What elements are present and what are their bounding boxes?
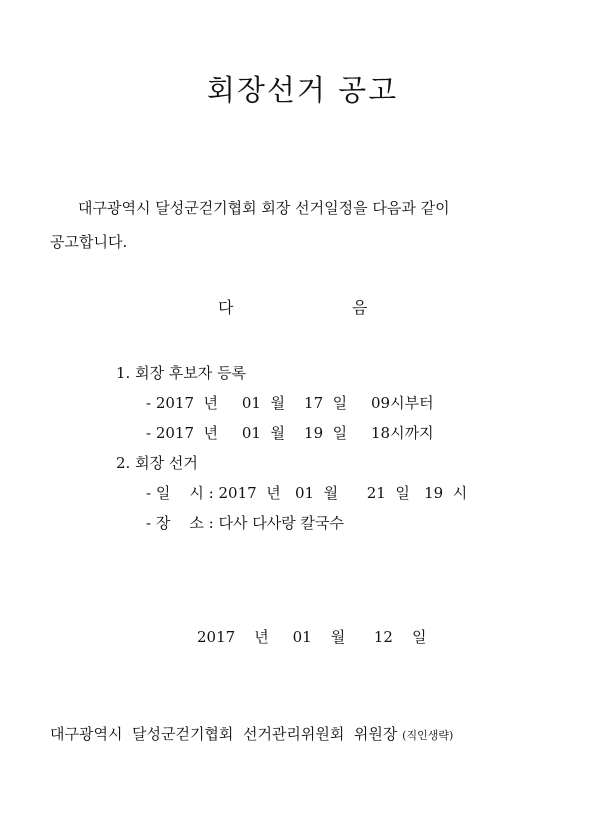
signature-line — [50, 723, 453, 744]
section2-title: 2. 회장 선거 — [116, 454, 198, 472]
signature-text: 대구광역시 달성군걷기협회 선거관리위원회 위원장 — [50, 725, 398, 743]
intro-line-1: 대구광역시 달성군걷기협회 회장 선거일정을 다음과 같이 — [78, 199, 450, 217]
section2-line-2: - 장 소 : 다사 다사랑 칼국수 — [146, 514, 344, 532]
signature-note: (직인생략) — [402, 729, 454, 742]
heading-left: 다 — [218, 298, 234, 317]
heading-right: 음 — [352, 298, 368, 317]
announcement-date: 2017 년 01 월 12 일 — [197, 628, 427, 646]
section1-line-2: - 2017 년 01 월 19 일 18시까지 — [146, 424, 434, 442]
intro-line-2: 공고합니다. — [50, 233, 128, 251]
section1-line-1: - 2017 년 01 월 17 일 09시부터 — [146, 394, 434, 412]
section2-line-1: - 일 시 : 2017 년 01 월 21 일 19 시 — [146, 484, 468, 502]
section1-title: 1. 회장 후보자 등록 — [116, 364, 247, 382]
document-title: 회장선거 공고 — [206, 73, 399, 107]
